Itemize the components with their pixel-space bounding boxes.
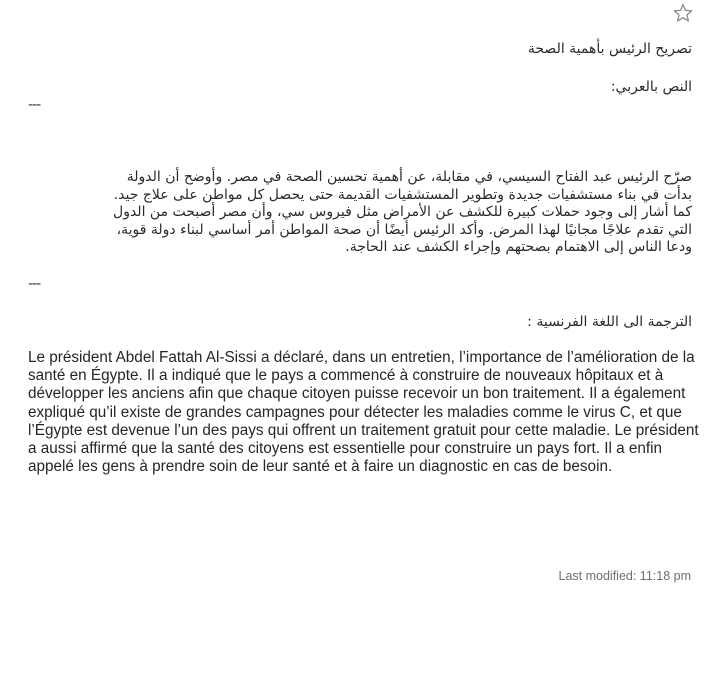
arabic-paragraph[interactable]: صرّح الرئيس عبد الفتاح السيسي، في مقابلة، عن أهمية تحسين الصحة في مصر. وأوضح أن الدولة بدأت في بناء مستشفيات جديدة وتطوير المستشفيات القديمة حتى يحصل كل مواطن على علاج جيد. كما أشار إلى وجود حملات كبيرة للكشف عن الأمراض مثل فيروس سي، وأن مصر أصبحت من الدول التي تقدم علاجًا مجانيًا لهذا المرض. وأكد الرئيس أيضًا أن صحة المواطن أمر أساسي لبناء دولة قوية، ودعا الناس إلى الاهتمام بصحتهم وإجراء الكشف عند الحاجة. xyxy=(113,169,692,255)
note-title[interactable]: تصريح الرئيس بأهمية الصحة xyxy=(527,41,692,57)
french-section-label: الترجمة الى اللغة الفرنسية : xyxy=(527,314,692,330)
separator: --- xyxy=(28,97,41,113)
arabic-section-label: النص بالعربي: xyxy=(610,79,692,95)
french-paragraph[interactable]: Le président Abdel Fattah Al-Sissi a déclaré, dans un entretien, l’importance de l’amélioration de la santé en Égypte. Il a indiqué que le pays a commencé à construire de nouveaux hôpitaux et à développer les anciens afin que chaque citoyen puisse recevoir un bon traitement. Il a également expliqué qu’il existe de grandes campagnes pour détecter les maladies comme le virus C, et que l’Égypte est devenue l’un des pays qui offrent un traitement gratuit pour cette maladie. Le président a aussi affirmé que la santé des citoyens est essentielle pour construire un pays fort. Il a enfin appelé les gens à prendre soin de leur santé et à faire un diagnostic en cas de besoin. xyxy=(28,349,699,476)
separator: --- xyxy=(28,276,41,292)
last-modified-timestamp: Last modified: 11:18 pm xyxy=(558,569,691,583)
star-outline-icon[interactable] xyxy=(672,2,694,24)
